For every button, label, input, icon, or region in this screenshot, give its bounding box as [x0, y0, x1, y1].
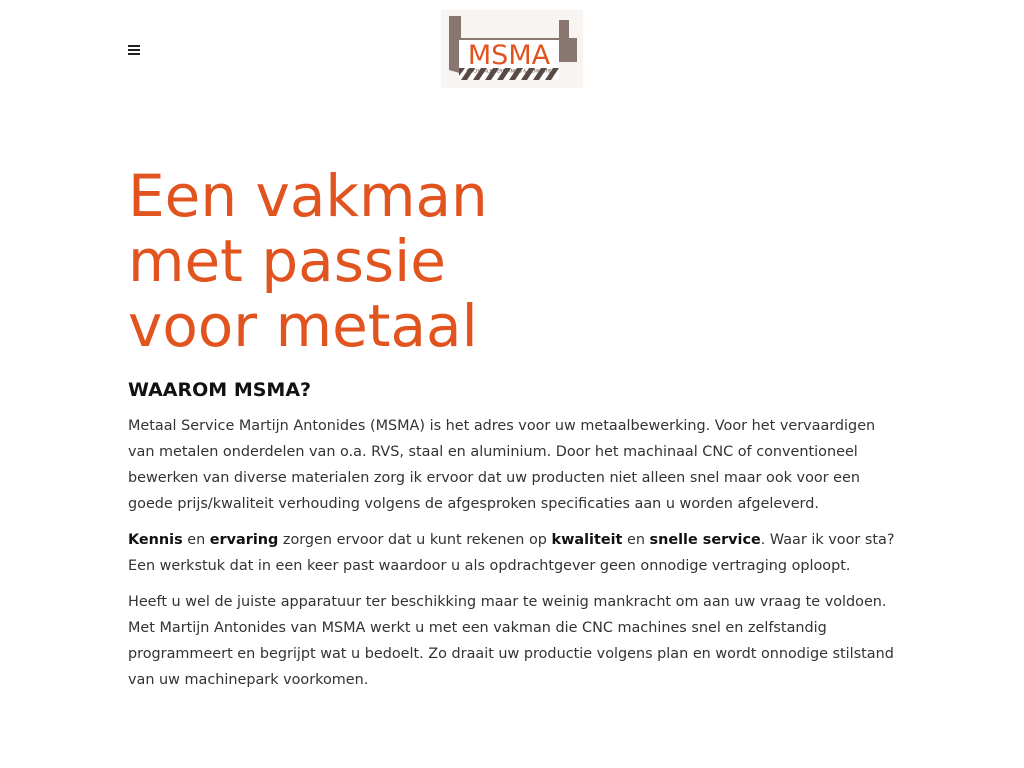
intro-paragraph: Metaal Service Martijn Antonides (MSMA) is het adres voor uw metaalbewerking. Voor het vervaardigen van metalen onderdelen van o.a. RVS, staal en aluminium. Door het machinaal CNC of conventioneel bewerken van diverse materialen zorg ik ervoor dat uw producten niet alleen snel maar ook voor een goede prijs/kwaliteit verhouding volgens de afgesproken specificaties aan u worden afgeleverd.: [128, 418, 876, 512]
quality-paragraph: [128, 527, 896, 579]
text-connector: en: [182, 532, 210, 548]
highlight-ervaring: ervaring: [209, 532, 279, 548]
headline-line-2: met passie: [128, 227, 446, 295]
text-connector: en: [622, 532, 650, 548]
site-header: [0, 0, 1024, 100]
caliper-jaw-left: [449, 16, 461, 38]
section-heading: WAAROM MSMA?: [128, 379, 312, 401]
capacity-paragraph: Heeft u wel de juiste apparatuur ter beschikking maar te weinig mankracht om aan uw vraag te voldoen. Met Martijn Antonides van MSMA werkt u met een vakman die CNC machines snel en zelfstandig programmeert en begrijpt wat u bedoelt. Zo draait uw productie volgens plan en wordt onnodige stilstand van uw machinepark voorkomen.: [128, 594, 894, 688]
menu-bar: [128, 53, 140, 55]
logo-tagline-text: MACHINALE VERSPANING & REPARATIE: [466, 69, 552, 75]
text-connector: . Waar ik voor sta? Een werkstuk dat in een keer past waardoor u als opdrachtgever geen onnodige vertraging oploopt.: [128, 532, 895, 574]
headline-line-1: Een vakman: [128, 162, 488, 230]
menu-bar: [128, 49, 140, 51]
highlight-snelle-service: snelle service: [649, 532, 761, 548]
logo-title-text: MSMA: [467, 40, 551, 71]
site-logo[interactable]: [441, 10, 583, 88]
highlight-kwaliteit: kwaliteit: [551, 532, 623, 548]
hamburger-menu-icon[interactable]: [128, 44, 141, 55]
text-connector: zorgen ervoor dat u kunt rekenen op: [278, 532, 552, 548]
caliper-jaw-right: [559, 20, 569, 38]
main-content: [128, 164, 896, 693]
menu-bar: [128, 45, 140, 47]
highlight-kennis: Kennis: [128, 532, 183, 548]
msma-logo-graphic: [441, 10, 583, 88]
headline-line-3: voor metaal: [128, 292, 478, 360]
hero-headline: [128, 164, 896, 359]
